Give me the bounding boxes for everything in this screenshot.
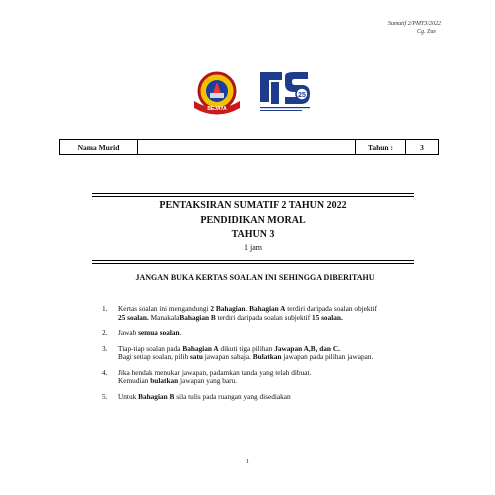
title-rule-top [92, 193, 414, 194]
instruction-text: 15 soalan. [311, 312, 343, 322]
document-code: Sumatif 2/PMT3/2022 [387, 21, 441, 27]
instruction-text: Bahagian A [249, 304, 286, 313]
exam-duration: 1 jam [244, 243, 262, 252]
instruction-text: semua soalan [138, 328, 180, 337]
title-rule-bottom [92, 263, 414, 264]
do-not-open-warning: JANGAN BUKA KERTAS SOALAN INI SEHINGGA DIBERITAHU [135, 273, 375, 282]
ts-number: 25 [298, 92, 306, 99]
instruction-item [102, 345, 432, 362]
instruction-text: soalan. [125, 312, 149, 322]
instruction-item [102, 369, 432, 386]
instruction-text: Jawab [118, 328, 139, 337]
teacher-name: Cg. Zue [416, 29, 436, 35]
ts25-logo [258, 70, 316, 116]
instruction-text: Kemudian [118, 376, 151, 385]
instruction-item [102, 393, 432, 402]
instruction-text: Manakala [148, 312, 180, 322]
instruction-text: Untuk [118, 391, 139, 401]
crest-motto: BEJAYA [207, 106, 227, 112]
instruction-text: Jika hendak menukar jawapan, padamkan tanda yang telah dibuat. [118, 367, 312, 377]
year-label: Tahun : [356, 140, 406, 154]
instruction-number: 1. [102, 304, 108, 313]
exam-title: PENTAKSIRAN SUMATIF 2 TAHUN 2022 [159, 200, 347, 211]
instruction-text: . [179, 328, 182, 337]
instruction-number: 2. [102, 328, 108, 337]
instruction-number: 4. [102, 367, 108, 377]
student-info-table [59, 139, 439, 155]
instruction-text: Bulatkan [252, 352, 282, 361]
instruction-text: Bagi setiap soalan, pilih [118, 352, 190, 361]
instruction-text: dikuti tiga pilihan [218, 343, 275, 353]
instruction-text: 25 [118, 312, 126, 322]
instruction-text: Jawapan A,B, dan C. [274, 343, 340, 353]
instruction-text: Bahagian B [179, 312, 216, 322]
title-rule-bottom-thin [92, 260, 414, 261]
student-name-label: Nama Murid [60, 140, 138, 154]
instruction-text: 2 Bahagian [210, 304, 246, 313]
title-rule-top-thin [92, 196, 414, 197]
instruction-number: 3. [102, 343, 108, 353]
instruction-text: terdiri daripada soalan objektif [285, 304, 378, 313]
year-value: 3 [420, 142, 424, 152]
instruction-text: Kertas soalan ini mengandungi [118, 304, 211, 313]
instruction-text: jawapan pada pilihan jawapan. [281, 352, 374, 361]
instruction-text: bulatkan [150, 376, 179, 385]
instruction-text: . [245, 304, 250, 313]
page-number: 1 [246, 459, 249, 465]
instruction-text: jawapan yang baru. [178, 376, 237, 385]
instruction-text: Bahagian A [182, 343, 219, 353]
instruction-text: Tiap-tiap soalan pada [118, 343, 183, 353]
school-crest-logo [188, 71, 246, 116]
instruction-item [102, 305, 432, 322]
instruction-text: jawapan sahaja. [202, 352, 253, 361]
year-title: TAHUN 3 [231, 229, 275, 240]
instruction-text: satu [189, 352, 203, 361]
instructions-list [102, 305, 432, 401]
instruction-text: sila tulis pada ruangan yang disediakan [174, 391, 291, 401]
instruction-number: 5. [102, 391, 108, 401]
instruction-item [102, 329, 432, 338]
instruction-text: terdiri daripada soalan subjektif [215, 312, 312, 322]
student-name-field[interactable] [138, 140, 356, 154]
subject-title: PENDIDIKAN MORAL [200, 215, 306, 226]
instruction-text: Bahagian B [138, 391, 175, 401]
